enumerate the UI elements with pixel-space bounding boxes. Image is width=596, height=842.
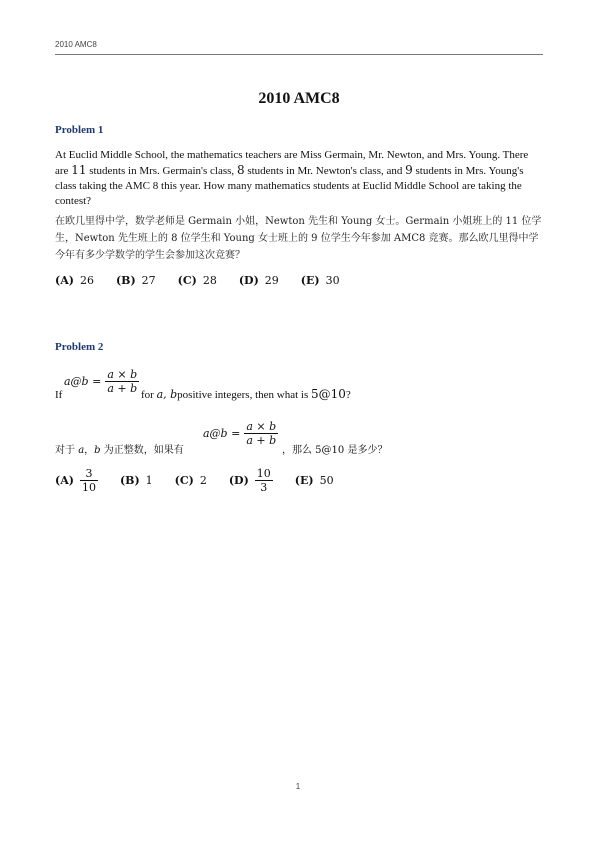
if-word: If xyxy=(55,389,63,401)
choice-value: 1 xyxy=(145,474,153,487)
problem-1-text-part: students in Mr. Newton's class, and xyxy=(244,165,406,177)
choice-a xyxy=(55,467,98,494)
cn-text-part: 对于 xyxy=(55,445,75,456)
choice-e xyxy=(301,274,340,287)
problem-2-choices xyxy=(55,467,356,494)
number-8: 8 xyxy=(236,163,245,177)
formula-fraction xyxy=(105,368,139,395)
choice-fraction xyxy=(80,467,98,494)
definition-formula xyxy=(64,368,139,395)
choice-label: (A) xyxy=(55,474,74,487)
choice-value: 29 xyxy=(264,274,279,287)
cn-var-b: b xyxy=(94,445,101,456)
choice-d xyxy=(239,274,279,287)
header-rule xyxy=(55,54,543,55)
problem-2-heading: Problem 2 xyxy=(55,341,104,353)
choice-fraction xyxy=(255,467,273,494)
fraction-numerator: a × b xyxy=(107,368,138,381)
document-title: 2010 AMC8 xyxy=(258,90,340,107)
choice-label: (D) xyxy=(228,474,249,487)
choice-b xyxy=(120,474,153,487)
fraction-numerator: 3 xyxy=(85,467,93,480)
problem-2-text xyxy=(141,387,351,401)
cn-comma: ， xyxy=(84,445,95,456)
choice-c xyxy=(175,474,207,487)
number-9: 9 xyxy=(405,163,413,177)
problem-1-heading: Problem 1 xyxy=(55,124,104,136)
fraction-denominator: 10 xyxy=(81,481,96,494)
problem-1-chinese-text: 在欧几里得中学，数学老师是 Germain 小姐，Newton 先生和 Young 女士。Germain 小姐班上的 11 位学生，Newton 先生班上的 8 位学生和 Young 女士班上的 9 位学生今年参加 AMC8 竞赛。那么欧几里得中学今年有多少学数学的学生会参加这次竞赛？ xyxy=(55,216,542,261)
fraction-denominator: a + b xyxy=(107,382,138,395)
running-header: 2010 AMC8 xyxy=(55,40,97,49)
choice-label: (B) xyxy=(119,474,140,487)
choice-e xyxy=(295,474,334,487)
cn-var-a: a xyxy=(78,445,85,456)
choice-value: 28 xyxy=(202,274,217,287)
fraction-denominator: 3 xyxy=(260,481,268,494)
question-mark: ? xyxy=(345,389,351,401)
choice-a xyxy=(55,274,94,287)
choice-label: (E) xyxy=(300,274,320,287)
problem-1-text-part: students in Mrs. Germain's class, xyxy=(86,165,237,177)
fraction-numerator: a × b xyxy=(246,420,277,433)
number-11: 11 xyxy=(71,163,87,177)
problem-2-chinese-text xyxy=(55,441,184,456)
problem-1-text-part: students in Mrs. Young's class taking the AMC 8 this year. How many mathematics students at Euclid Middle School are taking the contest? xyxy=(55,165,524,207)
cn-text-part: 为正整数，如果有 xyxy=(103,445,184,456)
choice-c xyxy=(178,274,217,287)
choice-value: 2 xyxy=(199,474,207,487)
page-number: 1 xyxy=(295,782,301,791)
choice-label: (A) xyxy=(55,274,74,287)
formula-fraction xyxy=(244,420,278,447)
choice-b xyxy=(116,274,156,287)
problem-1-choices xyxy=(55,274,362,287)
formula-lhs: a@b = xyxy=(64,375,102,388)
fraction-numerator: 10 xyxy=(256,467,271,480)
for-word: for xyxy=(141,389,154,401)
variables-ab: a, b xyxy=(156,388,178,401)
problem-2-question: positive integers, then what is xyxy=(177,389,309,401)
problem-1-text-part: At Euclid Middle School, the mathematics teachers are Miss Germain, Mr. Newton, and Mrs. Young. There are xyxy=(55,149,529,177)
problem-1-text xyxy=(55,148,543,209)
choice-label: (D) xyxy=(238,274,259,287)
definition-formula-cn xyxy=(203,420,278,447)
choice-label: (C) xyxy=(174,474,194,487)
choice-value: 50 xyxy=(319,474,334,487)
cn-text-tail: ，那么 5@10 是多少？ xyxy=(282,445,388,456)
fraction-denominator: a + b xyxy=(246,434,277,447)
choice-label: (E) xyxy=(294,474,314,487)
expression-5-at-10: 5@10 xyxy=(310,387,346,401)
choice-value: 27 xyxy=(141,274,156,287)
choice-value: 26 xyxy=(79,274,94,287)
choice-value: 30 xyxy=(325,274,340,287)
choice-d xyxy=(229,467,273,494)
choice-label: (C) xyxy=(177,274,197,287)
formula-lhs: a@b = xyxy=(203,427,241,440)
choice-label: (B) xyxy=(115,274,136,287)
